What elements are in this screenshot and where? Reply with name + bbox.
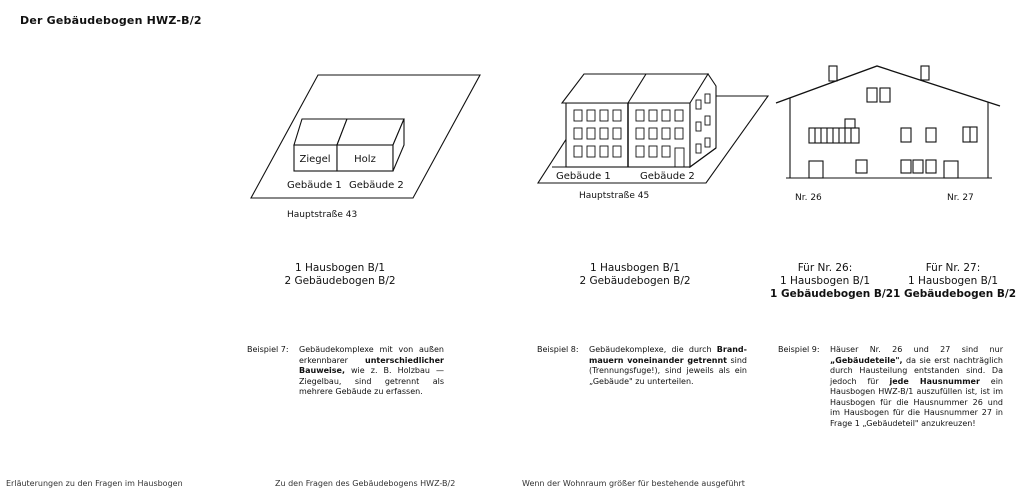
page-title: Der Gebäudebogen HWZ-B/2 — [20, 14, 202, 27]
example-8-text: Gebäudekomplexe, die durch Brandmauern voneinander getrennt sind (Trennungsfuge!), sind jeweils als ein „Gebäude" zu unterteilen. — [589, 345, 747, 386]
label-gebaeude-1: Gebäude 1 — [287, 180, 342, 191]
door-right — [944, 161, 958, 178]
label-holz: Holz — [354, 154, 376, 165]
count-9-nr27: Für Nr. 27: 1 Hausbogen B/1 1 Gebäudebogen B/2 — [893, 262, 1017, 300]
count-9-nr26: Für Nr. 26: 1 Hausbogen B/1 1 Gebäudebogen B/2 — [770, 262, 894, 300]
attic-window — [880, 88, 890, 102]
label-ziegel: Ziegel — [299, 154, 331, 165]
example-9 — [778, 345, 1003, 455]
label-gebaeude-2: Gebäude 2 — [640, 171, 695, 182]
count-7: 1 Hausbogen B/1 2 Gebäudebogen B/2 — [284, 262, 396, 287]
example-7-label: Beispiel 7: — [247, 345, 289, 354]
roof — [776, 66, 1000, 106]
example-9-label: Beispiel 9: — [778, 345, 820, 354]
chimney-right — [921, 66, 929, 80]
footer-col-2: Zu den Fragen des Gebäudebogens HWZ-B/2 — [275, 479, 456, 488]
street-label: Hauptstraße 43 — [287, 210, 358, 220]
label-nr-27: Nr. 27 — [947, 193, 974, 203]
label-gebaeude-1: Gebäude 1 — [556, 171, 611, 182]
label-gebaeude-2: Gebäude 2 — [349, 180, 404, 191]
footer-col-3: Wenn der Wohnraum größer für bestehende ausgeführt — [522, 479, 745, 488]
example-8-label: Beispiel 8: — [537, 345, 579, 354]
chimney-left — [829, 66, 837, 81]
example-9-text: Häuser Nr. 26 und 27 sind nur „Gebäudeteile", da sie erst nachträglich durch Hausteilung entstanden sind. Da jedoch für jede Hausnummer ein Hausbogen HWZ-B/1 auszufüllen ist, ist im Hausbogen für die Hausnummer 26 und im Hausbogen für die Hausnummer 27 in Frage 1 „Gebäudeteil" anzukreuzen! — [830, 345, 1003, 428]
door-left — [809, 161, 823, 178]
count-8: 1 Hausbogen B/1 2 Gebäudebogen B/2 — [579, 262, 691, 287]
street-label: Hauptstraße 45 — [579, 191, 650, 201]
example-7-text: Gebäudekomplexe mit von außen erkennbarer unterschiedlicher Bauweise, wie z. B. Holzbau — Ziegelbau, sind getrennt als mehrere Gebäude zu erfassen. — [299, 345, 444, 396]
footer-col-1: Erläuterungen zu den Fragen im Hausbogen — [6, 479, 183, 488]
attic-window — [867, 88, 877, 102]
label-nr-26: Nr. 26 — [795, 193, 822, 203]
